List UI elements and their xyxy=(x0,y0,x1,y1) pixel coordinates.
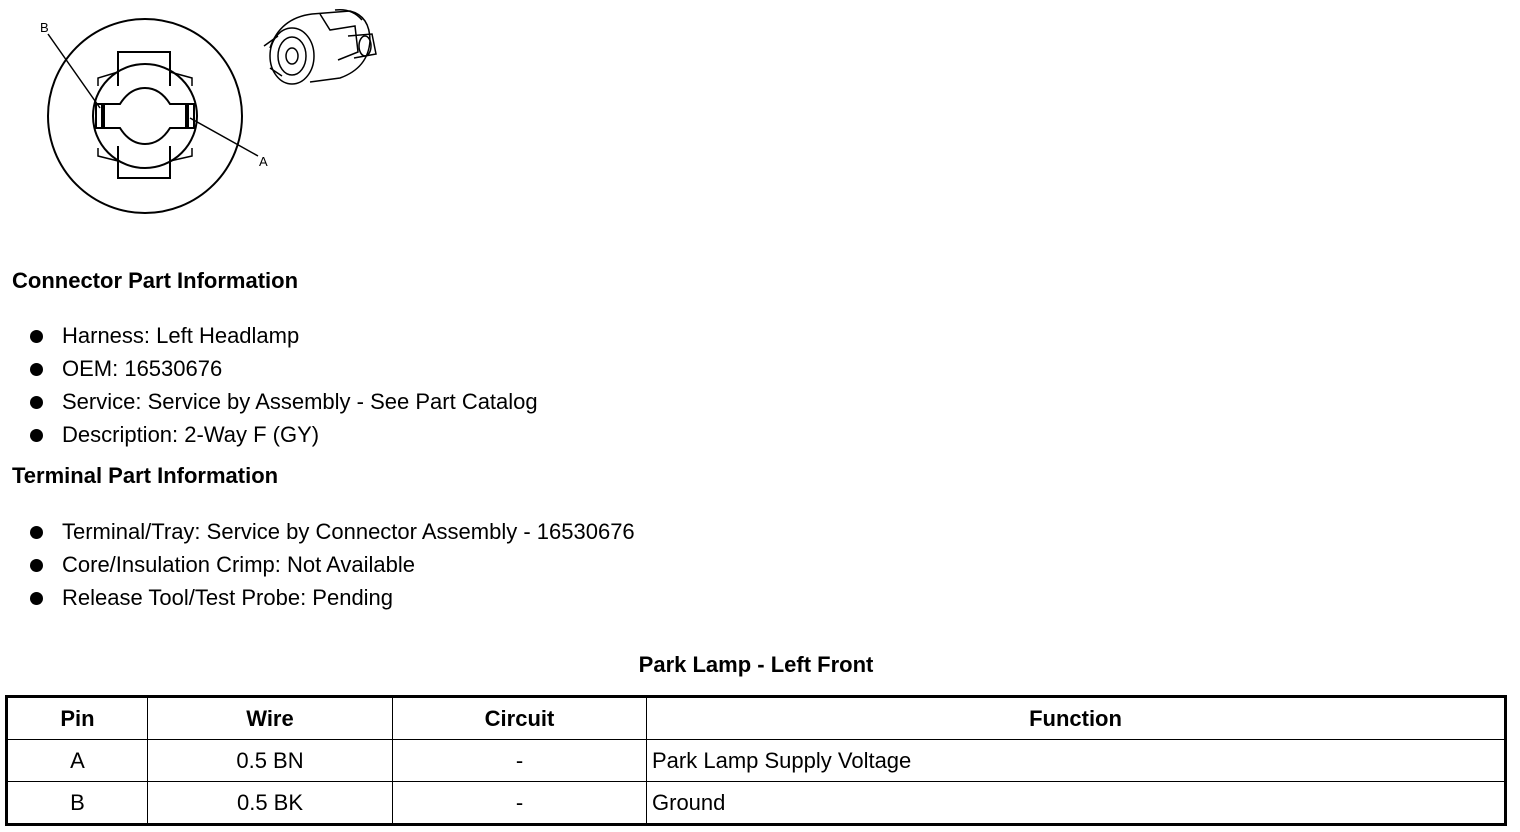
connector-section-title: Connector Part Information xyxy=(12,268,299,293)
cell-function: Ground xyxy=(647,782,1506,825)
pin-label-a: A xyxy=(259,154,268,169)
table-row xyxy=(7,782,1506,825)
list-item: Core/Insulation Crimp: Not Available xyxy=(28,548,635,581)
terminal-info-list xyxy=(28,515,635,614)
terminal-section-title: Terminal Part Information xyxy=(12,463,279,488)
table-header-row xyxy=(7,697,1506,740)
table-row xyxy=(7,740,1506,782)
cell-pin: A xyxy=(7,740,148,782)
header-function: Function xyxy=(647,697,1506,740)
list-item: Terminal/Tray: Service by Connector Assembly - 16530676 xyxy=(28,515,635,548)
cell-wire: 0.5 BK xyxy=(148,782,393,825)
connector-body-sketch xyxy=(264,10,376,84)
header-circuit: Circuit xyxy=(393,697,647,740)
cell-circuit: - xyxy=(393,740,647,782)
pin-label-b: B xyxy=(40,20,49,35)
list-item: OEM: 16530676 xyxy=(28,352,538,385)
cell-pin: B xyxy=(7,782,148,825)
list-item: Release Tool/Test Probe: Pending xyxy=(28,581,635,614)
cell-function: Park Lamp Supply Voltage xyxy=(647,740,1506,782)
connector-face-illustration xyxy=(20,6,400,221)
cell-circuit: - xyxy=(393,782,647,825)
pinout-table xyxy=(5,695,1507,826)
list-item: Description: 2-Way F (GY) xyxy=(28,418,538,451)
list-item: Service: Service by Assembly - See Part Catalog xyxy=(28,385,538,418)
connector-info-list xyxy=(28,319,538,451)
header-wire: Wire xyxy=(148,697,393,740)
connector-diagram xyxy=(20,6,400,221)
table-title: Park Lamp - Left Front xyxy=(638,652,874,677)
list-item: Harness: Left Headlamp xyxy=(28,319,538,352)
header-pin: Pin xyxy=(7,697,148,740)
cell-wire: 0.5 BN xyxy=(148,740,393,782)
